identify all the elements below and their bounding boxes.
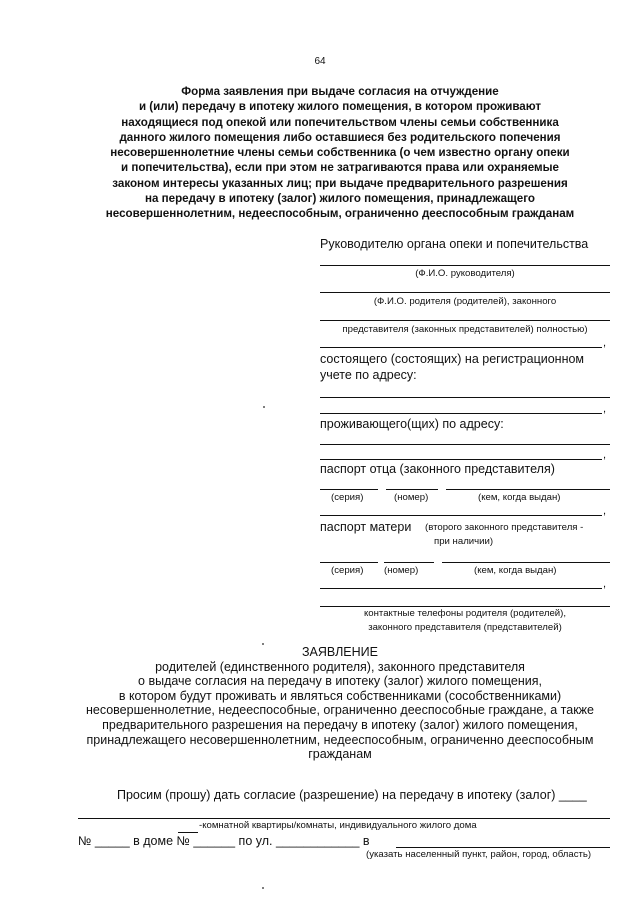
addressee-to: Руководителю органа опеки и попечительства: [320, 237, 589, 251]
registered-label-2: учете по адресу:: [320, 368, 417, 382]
living-address-line-1[interactable]: [320, 444, 610, 445]
room-type-text: -комнатной квартиры/комнаты, индивидуального жилого дома: [199, 820, 477, 831]
father-issued-line[interactable]: [446, 489, 610, 490]
title-line: несовершеннолетним, недееспособным, ограниченно дееспособным гражданам: [105, 207, 575, 221]
parent-fio-line[interactable]: [320, 292, 610, 293]
mother-issued-hint: (кем, когда выдан): [474, 565, 557, 576]
statement-line: родителей (единственного родителя), законного представителя: [155, 659, 525, 674]
statement-line: гражданам: [308, 747, 372, 762]
registered-address-line-2[interactable]: [320, 413, 602, 414]
mother-number-hint: (номер): [384, 565, 419, 576]
comma: ,: [603, 403, 607, 415]
statement-line: предварительного разрешения на передачу в ипотеку (залог) жилого помещения,: [102, 717, 578, 732]
father-issued-hint: (кем, когда выдан): [478, 492, 561, 503]
parent-fio-line-2[interactable]: [320, 320, 610, 321]
mother-series-line[interactable]: [320, 562, 378, 563]
request-text: Просим (прошу) дать согласие (разрешение) на передачу в ипотеку (залог) ____: [117, 788, 587, 802]
parent-fio-hint-2: представителя (законных представителей) полностью): [342, 324, 588, 335]
registered-address-line-1[interactable]: [320, 397, 610, 398]
comma: ,: [603, 505, 607, 517]
title-line: законом интересы указанных лиц; при выдаче предварительного разрешения: [112, 176, 568, 190]
mother-note-2: при наличии): [434, 536, 494, 547]
father-number-hint: (номер): [394, 492, 429, 503]
living-label: проживающего(щих) по адресу:: [320, 417, 504, 431]
living-address-line-2[interactable]: [320, 459, 602, 460]
statement-line: в котором будут проживать и являться собственниками (сособственниками): [118, 688, 562, 703]
mother-series-hint: (серия): [331, 565, 364, 576]
father-passport-line-2[interactable]: [320, 515, 602, 516]
father-number-line[interactable]: [386, 489, 438, 490]
scan-speck: [263, 406, 265, 408]
phones-hint-2: законного представителя (представителей): [368, 622, 562, 633]
passport-father-label: паспорт отца (законного представителя): [320, 462, 555, 476]
phones-line[interactable]: [320, 606, 610, 607]
mother-passport-line-2[interactable]: [320, 588, 602, 589]
mother-note-1: (второго законного представителя -: [425, 522, 584, 533]
passport-mother-label: паспорт матери: [320, 520, 412, 534]
father-series-line[interactable]: [320, 489, 378, 490]
page-number: 64: [314, 56, 326, 67]
title-line: и (или) передачу в ипотеку жилого помещения, в котором проживают: [138, 100, 542, 114]
statement-block: [60, 645, 620, 762]
statement-line: принадлежащего несовершеннолетним, недееспособным, ограниченно дееспособным: [86, 732, 594, 747]
title-line: Форма заявления при выдаче согласия на отчуждение: [181, 85, 499, 98]
father-series-hint: (серия): [331, 492, 364, 503]
title-line: и попечительства), если при этом не затрагиваются права или охраняемые: [121, 161, 559, 175]
request-fill-line[interactable]: [78, 818, 610, 819]
mother-number-line[interactable]: [384, 562, 434, 563]
settlement-line[interactable]: [396, 847, 610, 848]
statement-line: о выдаче согласия на передачу в ипотеку (залог) жилого помещения,: [138, 674, 542, 689]
rooms-count-line[interactable]: [178, 832, 198, 833]
title-line: находящиеся под опекой или попечительством члены семьи собственника: [121, 115, 559, 129]
phones-hint-1: контактные телефоны родителя (родителей),: [363, 608, 567, 619]
comma: ,: [603, 449, 607, 461]
address-hint: (указать населенный пункт, район, город, область): [366, 849, 592, 860]
statement-line: несовершеннолетние, недееспособные, ограниченно дееспособные граждане, а также: [85, 703, 595, 718]
title-line: данного жилого помещения либо оставшиеся без родительского попечения: [119, 130, 561, 144]
scan-speck: [262, 887, 264, 889]
form-title: [70, 84, 610, 222]
registered-label-1: состоящего (состоящих) на регистрационном: [320, 352, 585, 366]
title-line: на передачу в ипотеку (залог) жилого помещения, принадлежащего: [144, 192, 536, 206]
head-fio-hint: (Ф.И.О. руководителя): [415, 268, 515, 279]
scan-speck: [262, 643, 264, 645]
address-line: № _____ в доме № ______ по ул. ____________ в: [78, 834, 370, 848]
parent-fio-hint-1: (Ф.И.О. родителя (родителей), законного: [373, 296, 557, 307]
mother-issued-line[interactable]: [442, 562, 610, 563]
comma: ,: [603, 337, 607, 349]
title-line: несовершеннолетние члены семьи собственника (о чем известно органу опеки: [110, 146, 570, 160]
parent-fio-line-3[interactable]: [320, 347, 602, 348]
comma: ,: [603, 578, 607, 590]
statement-heading: ЗАЯВЛЕНИЕ: [301, 645, 378, 659]
head-fio-line[interactable]: [320, 265, 610, 266]
